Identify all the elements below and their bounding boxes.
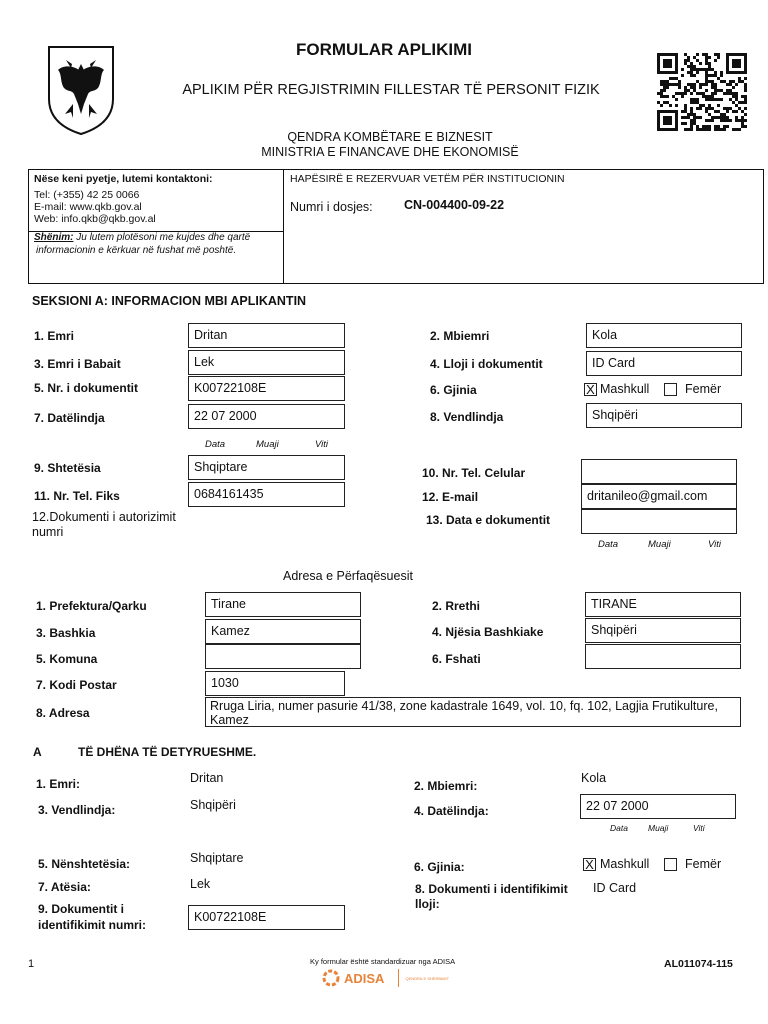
contact-note-line2: informacionin e kërkuar në fushat më poshtë. — [36, 245, 237, 256]
section-a-title: SEKSIONI A: INFORMACION MBI APLIKANTIN — [32, 294, 307, 308]
date-day-hint-2: Data — [598, 539, 619, 550]
m-mashkull-label: Mashkull — [600, 857, 650, 871]
gjinia-label: 6. Gjinia — [430, 383, 477, 397]
komuna-field[interactable] — [205, 644, 361, 669]
m-mashkull-checkbox[interactable]: X — [583, 858, 596, 871]
contact-web: Web: info.qkb@qkb.gov.al — [34, 213, 156, 225]
datelindja-format-hint — [205, 439, 328, 450]
footer-standard-text: Ky formular është standardizuar nga ADISA — [310, 957, 456, 966]
datelindja-field[interactable]: 22 07 2000 — [188, 404, 345, 429]
contact-email: E-mail: www.qkb.gov.al — [34, 201, 142, 213]
address-title: Adresa e Përfaqësuesit — [283, 569, 413, 583]
emri-label: 1. Emri — [34, 329, 75, 343]
fshati-label: 6. Fshati — [432, 652, 481, 666]
email-label: 12. E-mail — [422, 490, 479, 504]
institution-line2: MINISTRIA E FINANCAVE DHE EKONOMISË — [261, 145, 519, 159]
contact-tel: Tel: (+355) 42 25 0066 — [34, 189, 140, 201]
lloji-dokumentit-label: 4. Lloji i dokumentit — [430, 357, 543, 371]
date-month-hint-2: Muaji — [648, 539, 671, 550]
bashkia-label: 3. Bashkia — [36, 626, 96, 640]
tel-celular-label: 10. Nr. Tel. Celular — [422, 466, 526, 480]
m-date-year-hint: Viti — [693, 823, 705, 833]
vendlindja-label: 8. Vendlindja — [430, 410, 504, 424]
adresa-label: 8. Adresa — [36, 706, 90, 720]
data-dokumentit-label: 13. Data e dokumentit — [426, 513, 551, 527]
tel-fiks-field[interactable]: 0684161435 — [188, 482, 345, 507]
adisa-logo-subtext: QENDRA E SHËRBIMIT — [405, 975, 450, 981]
prefektura-field[interactable]: Tirane — [205, 592, 361, 617]
m-datelindja-field[interactable]: 22 07 2000 — [580, 794, 736, 819]
m-vendlindja-value: Shqipëri — [190, 798, 236, 812]
m-dok-numri-field[interactable]: K00722108E — [188, 905, 345, 930]
m-datelindja-label: 4. Datëlindja: — [414, 804, 489, 818]
emri-babait-field[interactable]: Lek — [188, 350, 345, 375]
shtetesia-label: 9. Shtetësia — [34, 461, 101, 475]
institution-line1: QENDRA KOMBËTARE E BIZNESIT — [287, 130, 493, 144]
vendlindja-field[interactable]: Shqipëri — [586, 403, 742, 428]
m-dok-lloji-value: ID Card — [593, 881, 637, 895]
tel-fiks-label: 11. Nr. Tel. Fiks — [34, 489, 120, 503]
data-dokumentit-field[interactable] — [581, 509, 737, 534]
m-mbiemri-value: Kola — [581, 771, 607, 785]
datelindja-label: 7. Datëlindja — [34, 411, 105, 425]
adisa-logo-divider — [398, 969, 399, 987]
dok-autorizimit-label: 12.Dokumenti i autorizimit — [32, 510, 176, 524]
note-line1: Ju lutem plotësoni me kujdes dhe qartë — [73, 232, 251, 243]
emri-field[interactable]: Dritan — [188, 323, 345, 348]
m-emri-value: Dritan — [190, 771, 224, 785]
m-mbiemri-label: 2. Mbiemri: — [414, 779, 478, 793]
lloji-dokumentit-field[interactable]: ID Card — [586, 351, 742, 376]
m-date-month-hint: Muaji — [648, 823, 669, 833]
m-dok-lloji-label: 8. Dokumenti i identifikimit — [415, 882, 568, 896]
data-dokumentit-format-hint — [598, 539, 721, 550]
info-table — [28, 169, 764, 284]
form-title: FORMULAR APLIKIMI — [296, 40, 472, 59]
mashkull-label: Mashkull — [600, 382, 650, 396]
mbiemri-field[interactable]: Kola — [586, 323, 742, 348]
mashkull-checkbox[interactable]: X — [584, 383, 597, 396]
date-year-hint-2: Viti — [708, 539, 722, 550]
contact-note — [34, 232, 250, 243]
m-date-day-hint: Data — [610, 823, 628, 833]
femer-label: Femër — [685, 382, 722, 396]
femer-checkbox[interactable] — [664, 383, 677, 396]
adisa-logo-icon — [320, 968, 342, 988]
m-nenshtetesia-value: Shqiptare — [190, 851, 244, 865]
mandatory-title: TË DHËNA TË DETYRUESHME. — [78, 745, 257, 759]
njesia-bashkiake-label: 4. Njësia Bashkiake — [432, 625, 544, 639]
komuna-label: 5. Komuna — [36, 652, 98, 666]
rrethi-label: 2. Rrethi — [432, 599, 481, 613]
emri-babait-label: 3. Emri i Babait — [34, 357, 121, 371]
adresa-line2: Kamez — [210, 713, 249, 727]
adisa-logo — [320, 968, 465, 988]
info-table-divider-v — [283, 169, 284, 284]
m-femer-label: Femër — [685, 857, 722, 871]
mandatory-letter: A — [33, 745, 42, 759]
adresa-line1: Rruga Liria, numer pasurie 41/38, zone kadastrale 1649, vol. 10, fq. 102, Lagjia Frutikulture, — [210, 699, 718, 713]
note-label: Shënim: — [34, 232, 74, 243]
kodi-postar-field[interactable]: 1030 — [205, 671, 345, 696]
contact-heading: Nëse keni pyetje, lutemi kontaktoni: — [34, 173, 213, 185]
date-month-hint: Muaji — [256, 439, 279, 450]
tel-celular-field[interactable] — [581, 459, 737, 484]
dossier-label: Numri i dosjes: — [290, 200, 373, 214]
m-datelindja-format-hint — [610, 823, 705, 833]
adresa-field[interactable] — [205, 697, 741, 727]
m-atesia-label: 7. Atësia: — [38, 880, 91, 894]
date-day-hint: Data — [205, 439, 226, 450]
dok-autorizimit-label-line2: numri — [32, 525, 64, 539]
m-atesia-value: Lek — [190, 877, 211, 891]
prefektura-label: 1. Prefektura/Qarku — [36, 599, 147, 613]
qr-code — [657, 53, 747, 131]
shtetesia-field[interactable]: Shqiptare — [188, 455, 345, 480]
m-nenshtetesia-label: 5. Nënshtetësia: — [38, 857, 131, 871]
fshati-field[interactable] — [585, 644, 741, 669]
adisa-logo-text: ADISA — [344, 970, 385, 986]
m-femer-checkbox[interactable] — [664, 858, 677, 871]
nr-dokumentit-label: 5. Nr. i dokumentit — [34, 381, 139, 395]
njesia-bashkiake-field[interactable]: Shqipëri — [585, 618, 741, 643]
nr-dokumentit-field[interactable]: K00722108E — [188, 376, 345, 401]
mbiemri-label: 2. Mbiemri — [430, 329, 490, 343]
reserved-heading: HAPËSIRË E REZERVUAR VETËM PËR INSTITUCIONIN — [290, 173, 565, 185]
m-gjinia-label: 6. Gjinia: — [414, 860, 465, 874]
date-year-hint: Viti — [315, 439, 329, 450]
form-code: AL011074-115 — [664, 958, 733, 970]
rrethi-field[interactable]: TIRANE — [585, 592, 741, 617]
m-emri-label: 1. Emri: — [36, 777, 81, 791]
dossier-value: CN-004400-09-22 — [404, 198, 505, 212]
m-dok-numri-label-line2: identifikimit numri: — [38, 918, 146, 932]
page-number: 1 — [28, 958, 35, 970]
kodi-postar-label: 7. Kodi Postar — [36, 678, 117, 692]
m-dok-numri-label: 9. Dokumentit i — [38, 902, 125, 916]
m-vendlindja-label: 3. Vendlindja: — [38, 803, 116, 817]
bashkia-field[interactable]: Kamez — [205, 619, 361, 644]
m-dok-lloji-label-line2: lloji: — [415, 897, 440, 911]
email-field[interactable]: dritanileo@gmail.com — [581, 484, 737, 509]
form-subtitle: APLIKIM PËR REGJISTRIMIN FILLESTAR TË PERSONIT FIZIK — [182, 82, 600, 98]
